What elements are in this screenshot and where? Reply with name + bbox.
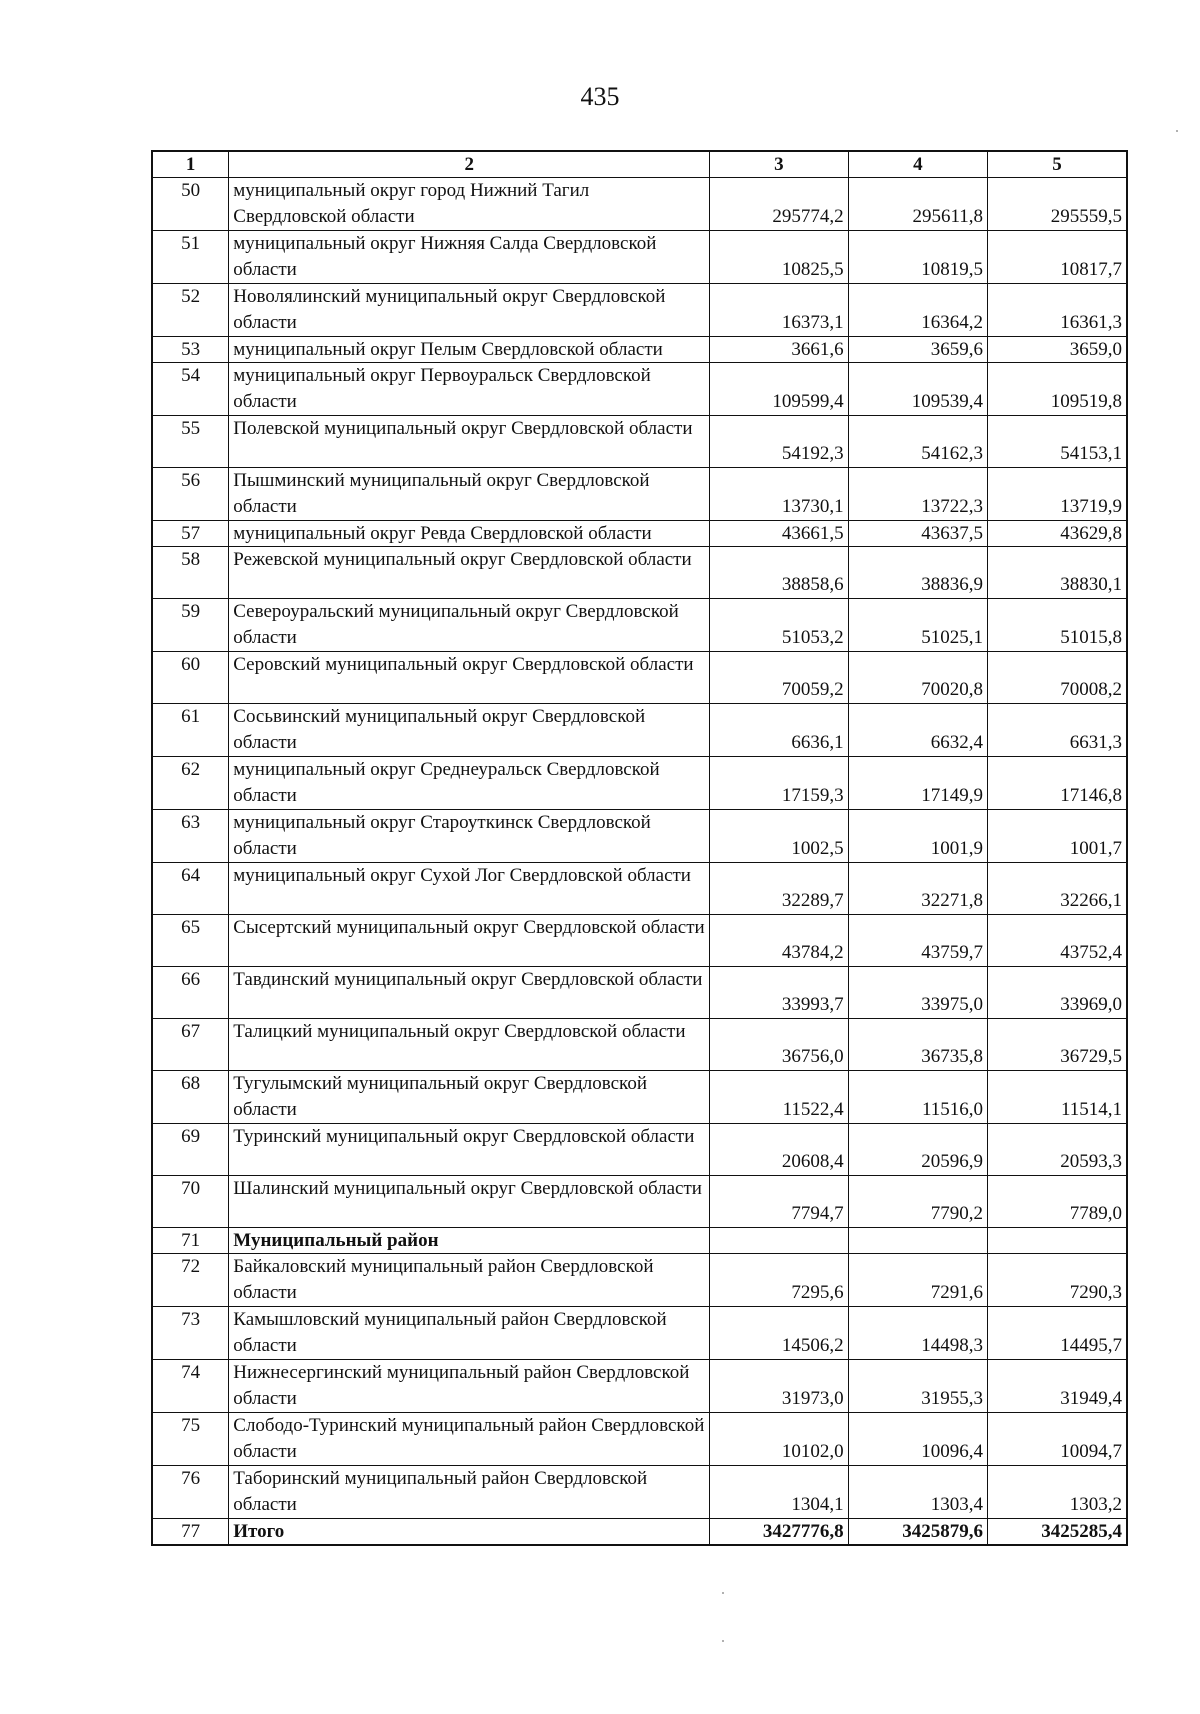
row-number: 70 xyxy=(152,1176,229,1228)
column-header: 1 xyxy=(152,151,229,178)
value-col-5: 31949,4 xyxy=(988,1360,1127,1413)
value-col-4: 3425879,6 xyxy=(848,1519,987,1546)
row-name: Байкаловский муниципальный район Свердловской области xyxy=(229,1254,710,1307)
value-col-5: 10817,7 xyxy=(988,231,1127,284)
value-col-5: 17146,8 xyxy=(988,757,1127,810)
row-name: муниципальный округ Ревда Свердловской области xyxy=(229,521,710,547)
value-col-4: 51025,1 xyxy=(848,599,987,652)
value-col-4: 17149,9 xyxy=(848,757,987,810)
value-col-5: 3425285,4 xyxy=(988,1519,1127,1546)
value-col-5: 10094,7 xyxy=(988,1413,1127,1466)
row-name: Североуральский муниципальный округ Свердловской области xyxy=(229,599,710,652)
row-number: 54 xyxy=(152,363,229,416)
row-number: 52 xyxy=(152,284,229,337)
table-row xyxy=(152,337,1127,363)
table-row xyxy=(152,284,1127,337)
value-col-5: 6631,3 xyxy=(988,704,1127,757)
row-number: 50 xyxy=(152,178,229,231)
row-number: 77 xyxy=(152,1519,229,1546)
table-row xyxy=(152,1254,1127,1307)
row-number: 63 xyxy=(152,810,229,863)
value-col-3: 3427776,8 xyxy=(710,1519,848,1546)
row-name: Камышловский муниципальный район Свердловской области xyxy=(229,1307,710,1360)
value-col-4: 7291,6 xyxy=(848,1254,987,1307)
row-name: Талицкий муниципальный округ Свердловской области xyxy=(229,1019,710,1071)
row-name: Пышминский муниципальный округ Свердловской области xyxy=(229,468,710,521)
row-number: 62 xyxy=(152,757,229,810)
scan-speck xyxy=(722,1592,724,1594)
row-number: 61 xyxy=(152,704,229,757)
value-col-4: 1303,4 xyxy=(848,1466,987,1519)
table-row xyxy=(152,1307,1127,1360)
total-row xyxy=(152,1519,1127,1546)
table-row xyxy=(152,599,1127,652)
value-col-5: 51015,8 xyxy=(988,599,1127,652)
row-number: 76 xyxy=(152,1466,229,1519)
value-col-4: 38836,9 xyxy=(848,547,987,599)
value-col-5: 43629,8 xyxy=(988,521,1127,547)
value-col-3: 3661,6 xyxy=(710,337,848,363)
value-col-5: 54153,1 xyxy=(988,416,1127,468)
value-col-4: 3659,6 xyxy=(848,337,987,363)
row-name: Сосьвинский муниципальный округ Свердловской области xyxy=(229,704,710,757)
row-name: Туринский муниципальный округ Свердловской области xyxy=(229,1124,710,1176)
value-col-4: 295611,8 xyxy=(848,178,987,231)
table-row xyxy=(152,967,1127,1019)
value-col-3: 14506,2 xyxy=(710,1307,848,1360)
table-row xyxy=(152,521,1127,547)
table-row xyxy=(152,1071,1127,1124)
value-col-3: 36756,0 xyxy=(710,1019,848,1071)
table-row xyxy=(152,1124,1127,1176)
row-number: 56 xyxy=(152,468,229,521)
table-row xyxy=(152,468,1127,521)
column-header: 5 xyxy=(988,151,1127,178)
row-name: Тавдинский муниципальный округ Свердловской области xyxy=(229,967,710,1019)
value-col-3: 109599,4 xyxy=(710,363,848,416)
row-name: Серовский муниципальный округ Свердловской области xyxy=(229,652,710,704)
row-name: муниципальный округ Староуткинск Свердловской области xyxy=(229,810,710,863)
value-col-5: 7290,3 xyxy=(988,1254,1127,1307)
value-col-4: 16364,2 xyxy=(848,284,987,337)
value-col-3: 295774,2 xyxy=(710,178,848,231)
value-col-4 xyxy=(848,1228,987,1254)
value-col-3: 33993,7 xyxy=(710,967,848,1019)
value-col-3: 70059,2 xyxy=(710,652,848,704)
page-number: 435 xyxy=(580,82,620,111)
table-row xyxy=(152,757,1127,810)
row-number: 69 xyxy=(152,1124,229,1176)
row-name: муниципальный округ Нижняя Салда Свердловской области xyxy=(229,231,710,284)
table-row xyxy=(152,704,1127,757)
row-name: муниципальный округ Среднеуральск Свердловской области xyxy=(229,757,710,810)
table-header-row xyxy=(152,151,1127,178)
value-col-5: 16361,3 xyxy=(988,284,1127,337)
value-col-3: 16373,1 xyxy=(710,284,848,337)
data-table xyxy=(151,150,1128,1546)
scan-speck xyxy=(1176,130,1178,132)
row-name: Таборинский муниципальный район Свердловской области xyxy=(229,1466,710,1519)
row-number: 59 xyxy=(152,599,229,652)
row-name: муниципальный округ Первоуральск Свердловской области xyxy=(229,363,710,416)
row-number: 74 xyxy=(152,1360,229,1413)
value-col-3: 11522,4 xyxy=(710,1071,848,1124)
value-col-3: 43784,2 xyxy=(710,915,848,967)
row-number: 53 xyxy=(152,337,229,363)
value-col-4: 31955,3 xyxy=(848,1360,987,1413)
row-number: 60 xyxy=(152,652,229,704)
value-col-5: 1001,7 xyxy=(988,810,1127,863)
row-name: муниципальный округ город Нижний Тагил Свердловской области xyxy=(229,178,710,231)
table-row xyxy=(152,231,1127,284)
value-col-3: 54192,3 xyxy=(710,416,848,468)
table-row xyxy=(152,416,1127,468)
row-number: 67 xyxy=(152,1019,229,1071)
value-col-4: 36735,8 xyxy=(848,1019,987,1071)
value-col-4: 6632,4 xyxy=(848,704,987,757)
row-name: муниципальный округ Сухой Лог Свердловской области xyxy=(229,863,710,915)
value-col-5: 32266,1 xyxy=(988,863,1127,915)
value-col-4: 70020,8 xyxy=(848,652,987,704)
row-number: 65 xyxy=(152,915,229,967)
value-col-4: 13722,3 xyxy=(848,468,987,521)
value-col-4: 7790,2 xyxy=(848,1176,987,1228)
value-col-4: 43759,7 xyxy=(848,915,987,967)
value-col-3: 7794,7 xyxy=(710,1176,848,1228)
row-name: Нижнесергинский муниципальный район Свердловской области xyxy=(229,1360,710,1413)
value-col-5 xyxy=(988,1228,1127,1254)
row-number: 68 xyxy=(152,1071,229,1124)
value-col-5: 70008,2 xyxy=(988,652,1127,704)
value-col-5: 33969,0 xyxy=(988,967,1127,1019)
value-col-3: 1002,5 xyxy=(710,810,848,863)
value-col-5: 43752,4 xyxy=(988,915,1127,967)
value-col-4: 33975,0 xyxy=(848,967,987,1019)
value-col-4: 43637,5 xyxy=(848,521,987,547)
table-row xyxy=(152,1466,1127,1519)
row-number: 66 xyxy=(152,967,229,1019)
row-number: 55 xyxy=(152,416,229,468)
value-col-5: 1303,2 xyxy=(988,1466,1127,1519)
row-number: 64 xyxy=(152,863,229,915)
value-col-5: 36729,5 xyxy=(988,1019,1127,1071)
table-row xyxy=(152,1413,1127,1466)
table-row xyxy=(152,652,1127,704)
value-col-4: 14498,3 xyxy=(848,1307,987,1360)
value-col-3: 1304,1 xyxy=(710,1466,848,1519)
row-number: 73 xyxy=(152,1307,229,1360)
value-col-5: 3659,0 xyxy=(988,337,1127,363)
row-name: Итого xyxy=(229,1519,710,1546)
value-col-3: 38858,6 xyxy=(710,547,848,599)
table-row xyxy=(152,363,1127,416)
value-col-3: 32289,7 xyxy=(710,863,848,915)
value-col-5: 20593,3 xyxy=(988,1124,1127,1176)
value-col-4: 11516,0 xyxy=(848,1071,987,1124)
row-name: Режевской муниципальный округ Свердловской области xyxy=(229,547,710,599)
value-col-4: 54162,3 xyxy=(848,416,987,468)
value-col-5: 38830,1 xyxy=(988,547,1127,599)
row-number: 72 xyxy=(152,1254,229,1307)
column-header: 4 xyxy=(848,151,987,178)
row-name: Новолялинский муниципальный округ Свердловской области xyxy=(229,284,710,337)
scan-speck xyxy=(722,1640,724,1642)
value-col-3: 43661,5 xyxy=(710,521,848,547)
value-col-5: 109519,8 xyxy=(988,363,1127,416)
value-col-4: 109539,4 xyxy=(848,363,987,416)
table-row xyxy=(152,1176,1127,1228)
row-name: Муниципальный район xyxy=(229,1228,710,1254)
row-name: Тугулымский муниципальный округ Свердловской области xyxy=(229,1071,710,1124)
value-col-3: 10102,0 xyxy=(710,1413,848,1466)
row-number: 75 xyxy=(152,1413,229,1466)
value-col-4: 20596,9 xyxy=(848,1124,987,1176)
row-number: 51 xyxy=(152,231,229,284)
row-number: 57 xyxy=(152,521,229,547)
value-col-3: 17159,3 xyxy=(710,757,848,810)
table-row xyxy=(152,178,1127,231)
row-number: 71 xyxy=(152,1228,229,1254)
table-row xyxy=(152,915,1127,967)
row-name: Слободо-Туринский муниципальный район Свердловской области xyxy=(229,1413,710,1466)
table-row xyxy=(152,1360,1127,1413)
value-col-3: 20608,4 xyxy=(710,1124,848,1176)
row-name: Сысертский муниципальный округ Свердловской области xyxy=(229,915,710,967)
table-row xyxy=(152,863,1127,915)
row-name: муниципальный округ Пелым Свердловской области xyxy=(229,337,710,363)
value-col-3 xyxy=(710,1228,848,1254)
value-col-3: 10825,5 xyxy=(710,231,848,284)
value-col-4: 1001,9 xyxy=(848,810,987,863)
value-col-5: 13719,9 xyxy=(988,468,1127,521)
column-header: 2 xyxy=(229,151,710,178)
table-row xyxy=(152,810,1127,863)
table-row xyxy=(152,1019,1127,1071)
value-col-5: 11514,1 xyxy=(988,1071,1127,1124)
value-col-5: 295559,5 xyxy=(988,178,1127,231)
value-col-3: 31973,0 xyxy=(710,1360,848,1413)
column-header: 3 xyxy=(710,151,848,178)
table-row xyxy=(152,547,1127,599)
value-col-3: 7295,6 xyxy=(710,1254,848,1307)
value-col-3: 51053,2 xyxy=(710,599,848,652)
value-col-4: 10819,5 xyxy=(848,231,987,284)
value-col-4: 10096,4 xyxy=(848,1413,987,1466)
row-number: 58 xyxy=(152,547,229,599)
row-name: Шалинский муниципальный округ Свердловской области xyxy=(229,1176,710,1228)
row-name: Полевской муниципальный округ Свердловской области xyxy=(229,416,710,468)
value-col-4: 32271,8 xyxy=(848,863,987,915)
value-col-3: 6636,1 xyxy=(710,704,848,757)
value-col-3: 13730,1 xyxy=(710,468,848,521)
value-col-5: 14495,7 xyxy=(988,1307,1127,1360)
value-col-5: 7789,0 xyxy=(988,1176,1127,1228)
table-row xyxy=(152,1228,1127,1254)
